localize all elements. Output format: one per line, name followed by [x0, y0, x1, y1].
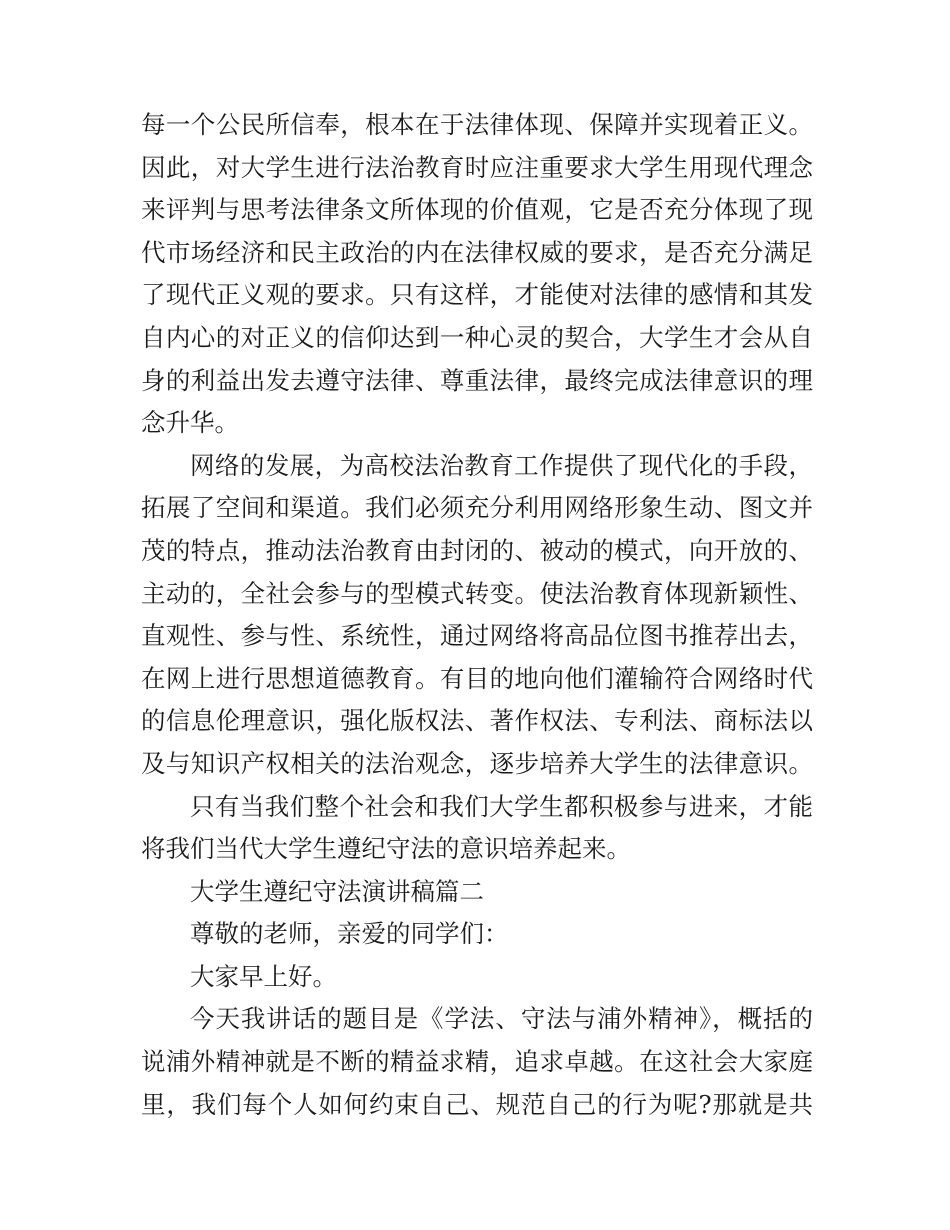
text-line: 将我们当代大学生遵纪守法的意识培养起来。: [141, 834, 631, 864]
text-line: 代市场经济和民主政治的内在法律权威的要求，是否充分满足: [141, 237, 813, 267]
text-line: 因此，对大学生进行法治教育时应注重要求大学生用现代理念: [141, 152, 813, 182]
text-line: 大家早上好。: [190, 961, 337, 991]
text-line: 了现代正义观的要求。只有这样，才能使对法律的感情和其发: [141, 280, 813, 310]
text-line: 拓展了空间和渠道。我们必须充分利用网络形象生动、图文并: [141, 493, 813, 523]
text-line: 大学生遵纪守法演讲稿篇二: [190, 876, 484, 906]
text-line: 在网上进行思想道德教育。有目的地向他们灌输符合网络时代: [141, 663, 813, 693]
text-line: 里，我们每个人如何约束自己、规范自己的行为呢?那就是共: [141, 1089, 813, 1119]
text-line: 网络的发展，为高校法治教育工作提供了现代化的手段，: [190, 450, 813, 480]
text-line: 主动的，全社会参与的型模式转变。使法治教育体现新颖性、: [141, 578, 813, 608]
text-line: 只有当我们整个社会和我们大学生都积极参与进来，才能: [190, 791, 813, 821]
text-line: 来评判与思考法律条文所体现的价值观，它是否充分体现了现: [141, 195, 813, 225]
text-line: 自内心的对正义的信仰达到一种心灵的契合，大学生才会从自: [141, 322, 813, 352]
text-line: 及与知识产权相关的法治观念，逐步培养大学生的法律意识。: [141, 748, 813, 778]
text-line: 茂的特点，推动法治教育由封闭的、被动的模式，向开放的、: [141, 535, 813, 565]
text-line: 尊敬的老师，亲爱的同学们：: [190, 919, 509, 949]
text-line: 念升华。: [141, 408, 239, 438]
text-line: 说浦外精神就是不断的精益求精，追求卓越。在这社会大家庭: [141, 1047, 813, 1077]
document-body: [141, 104, 813, 1126]
text-line: 的信息伦理意识，强化版权法、著作权法、专利法、商标法以: [141, 706, 813, 736]
text-line: 直观性、参与性、系统性，通过网络将高品位图书推荐出去，: [141, 621, 813, 651]
text-line: 身的利益出发去遵守法律、尊重法律，最终完成法律意识的理: [141, 365, 813, 395]
text-line: 每一个公民所信奉，根本在于法律体现、保障并实现着正义。: [141, 110, 813, 139]
text-line: 今天我讲话的题目是《学法、守法与浦外精神》，概括的: [190, 1004, 813, 1034]
